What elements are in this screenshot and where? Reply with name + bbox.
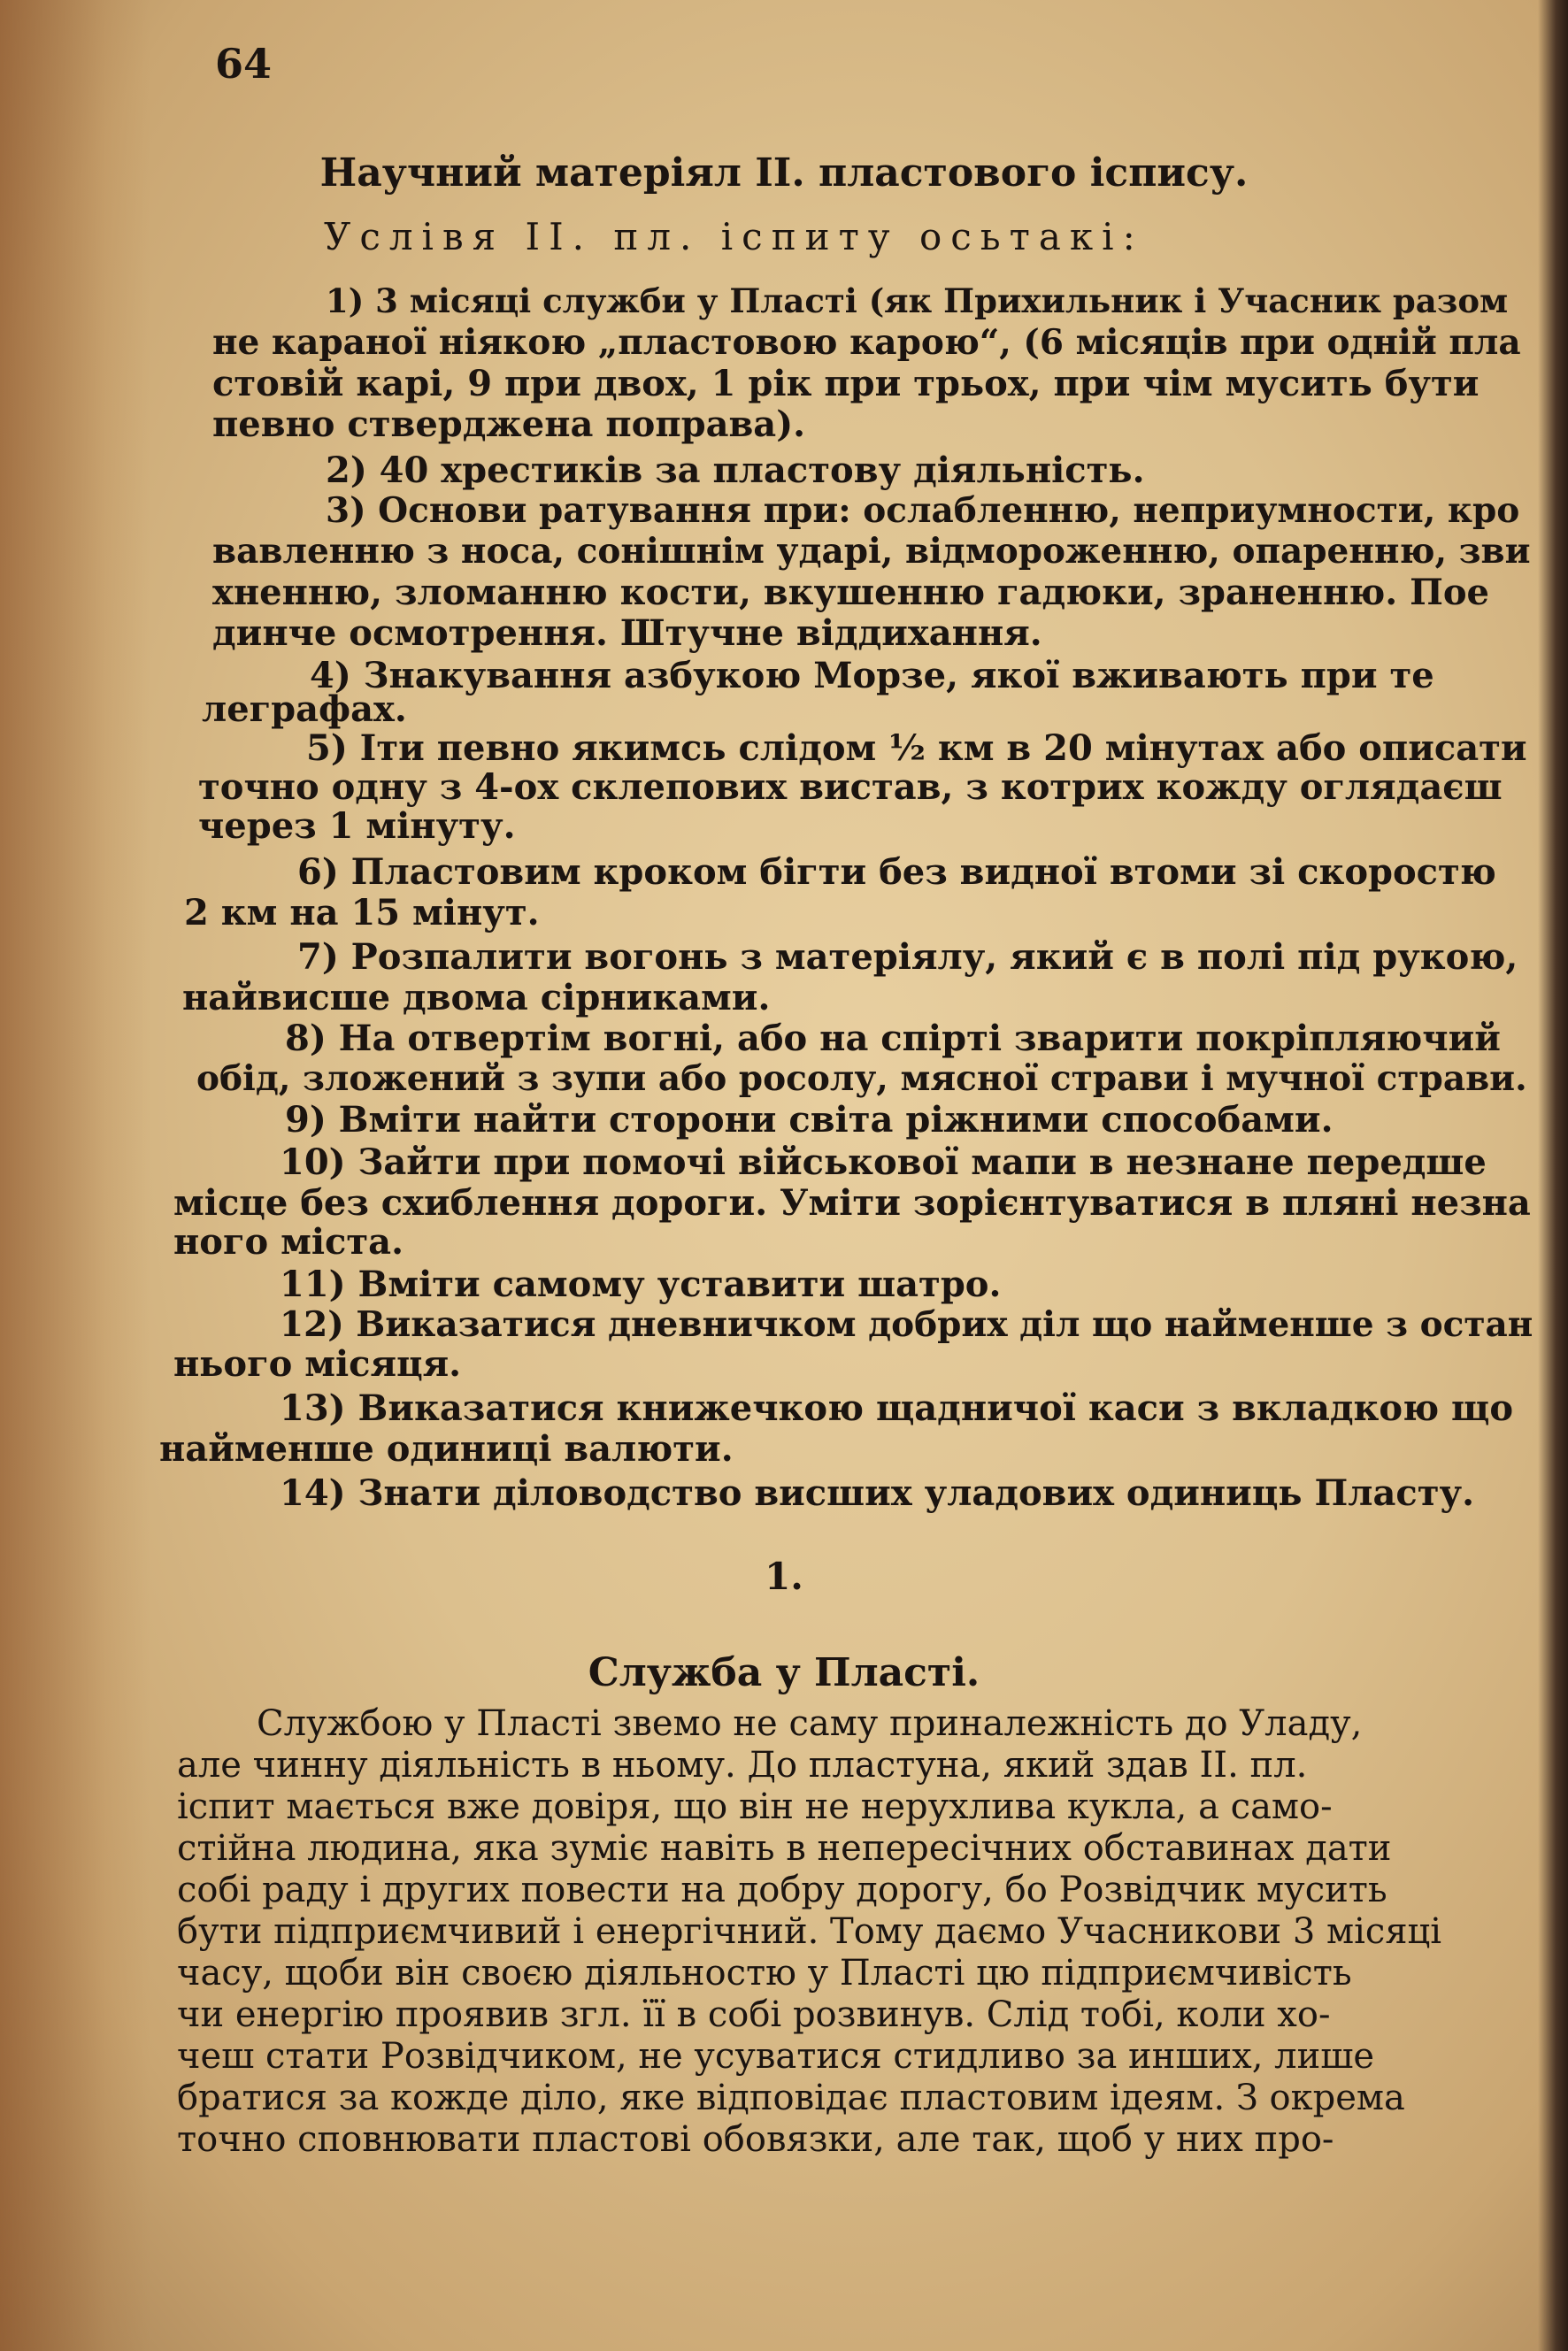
requirement-line: найменше одиниці валюти. [159,1428,734,1470]
page-edge [1538,0,1568,2351]
body-line: братися за кожде діло, яке відповідає пластовим ідеям. З окрема [177,2078,1405,2118]
page-shadow [0,0,150,2351]
requirement-line: місце без схиблення дороги. Уміти зорієнтуватися в пляні незна [173,1182,1531,1224]
requirement-line: 14) Знати діловодство висших уладових одиниць Пласту. [280,1472,1475,1514]
page-number: 64 [215,40,273,88]
requirement-line: 6) Пластовим кроком бігти без видної втоми зі скоростю [297,851,1496,893]
body-line: стійна людина, яка зуміє навіть в непересічних обставинах дати [177,1828,1392,1869]
section-title: Служба у Пласті. [588,1650,980,1695]
body-line: Службою у Пласті звемо не саму приналежність до Уладу, [257,1703,1363,1744]
requirement-line: ного міста. [173,1221,404,1263]
requirement-line: через 1 мінуту. [198,805,516,847]
requirement-line: певно стверджена поправа). [212,403,806,445]
body-line: чеш стати Розвідчиком, не усуватися стидливо за инших, лише [177,2036,1375,2077]
requirement-line: точно одну з 4-ох склепових вистав, з котрих кожду оглядаєш [198,766,1503,808]
section-number: 1. [765,1555,803,1598]
requirement-line: обід, зложений з зупи або росолу, мясної страви і мучної страви. [196,1058,1527,1099]
requirement-line: 9) Вміти найти сторони світа ріжними способами. [285,1099,1334,1141]
body-line: собі раду і других повести на добру дорогу, бо Розвідчик мусить [177,1870,1387,1910]
requirement-line: 8) На отвертім вогні, або на спірті зварити покріпляючий [285,1018,1501,1059]
requirement-line: 5) Іти певно якимсь слідом ½ км в 20 мінутах або описати [306,727,1527,769]
body-line: точно сповнювати пластові обовязки, але так, щоб у них про- [177,2119,1334,2160]
page-title: Научний матеріял II. пластового іспису. [319,150,1249,196]
body-line: але чинну діяльність в ньому. До пластуна, який здав II. пл. [177,1745,1308,1786]
requirement-line: 3) Основи ратування при: ослабленню, неприумности, кро [326,490,1520,531]
requirement-line: 2 км на 15 мінут. [184,892,540,933]
requirement-line: вавленню з носа, сонішнім ударі, відмороженню, опаренню, зви [212,531,1531,572]
requirement-line: стовій карі, 9 при двох, 1 рік при трьох, при чім мусить бути [212,363,1480,404]
body-line: іспит мається вже довіря, що він не нерухлива кукла, а само- [177,1786,1333,1827]
body-line: чи енергію проявив згл. її в собі розвинув. Слід тобі, коли хо- [177,1994,1331,2035]
requirement-line: 11) Вміти самому уставити шатро. [280,1264,1002,1305]
requirement-line: нього місяця. [173,1343,462,1385]
requirement-line: хненню, зломанню кости, вкушенню гадюки, зраненню. Пое [212,572,1489,613]
requirement-line: 7) Розпалити вогонь з матеріялу, який є в полі під рукою, [297,936,1518,978]
requirement-line: 2) 40 хрестиків за пластову діяльність. [326,449,1145,491]
requirement-line: 10) Зайти при помочі військової мапи в незнане передше [280,1141,1487,1183]
requirement-line: 12) Виказатися дневничком добрих діл що найменше з остан [280,1304,1533,1345]
requirement-line: динче осмотрення. Штучне віддихання. [212,612,1042,654]
conditions-heading: Услівя II. пл. іспиту осьтакі: [324,215,1144,258]
requirement-line: 4) Знакування азбукою Морзе, якої вживають при те [310,655,1434,696]
requirement-line: 13) Виказатися книжечкою щадничої каси з вкладкою що [280,1387,1514,1429]
body-line: бути підприємчивий і енергічний. Тому даємо Учасникови 3 місяці [177,1911,1442,1952]
requirement-line: 1) 3 місяці служби у Пласті (як Прихильник і Учасник разом [326,281,1509,320]
body-line: часу, щоби він своєю діяльностю у Пласті цю підприємчивість [177,1953,1352,1994]
requirement-line: леграфах. [202,688,407,730]
requirement-line: найвисше двома сірниками. [182,977,771,1018]
requirement-line: не караної ніякою „пластовою карою“, (6 місяців при одній пла [212,322,1521,363]
